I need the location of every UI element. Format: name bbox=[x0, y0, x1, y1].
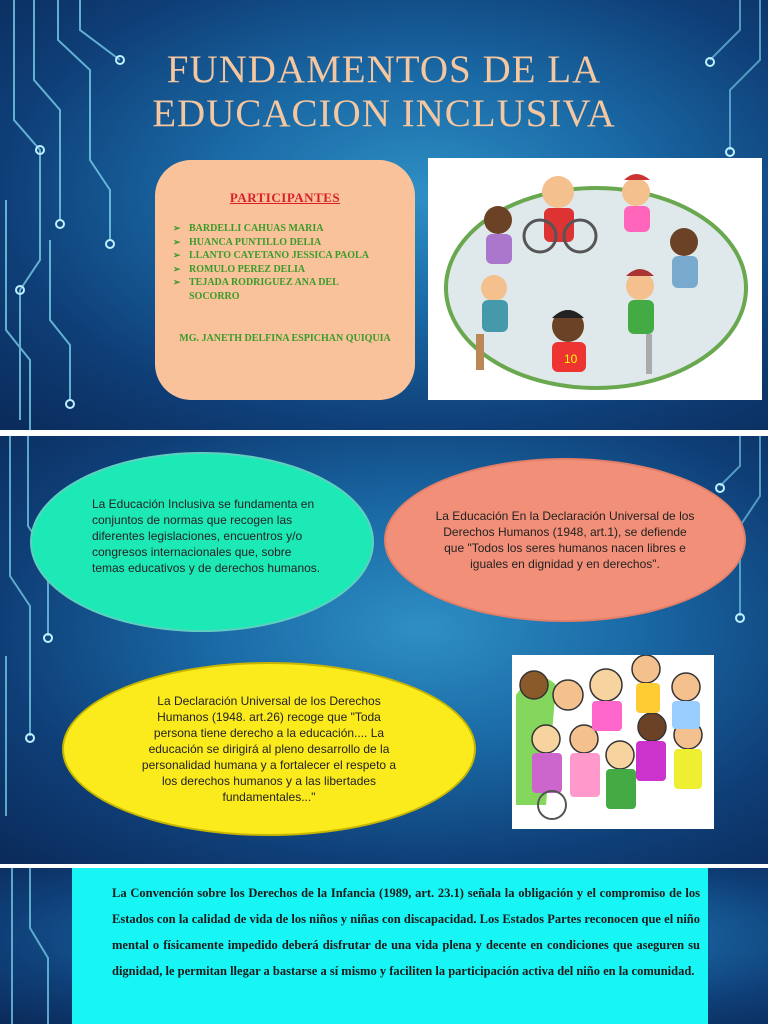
title-line-1: FUNDAMENTOS DE LA bbox=[166, 48, 602, 91]
convention-box bbox=[72, 868, 708, 1024]
participants-heading: PARTICIPANTES bbox=[229, 190, 341, 205]
svg-text:10: 10 bbox=[564, 352, 578, 366]
teacher-name: MG. JANETH DELFINA ESPICHAN QUIQUIA bbox=[179, 333, 391, 344]
participant-item: ➢ BARDELLI CAHUAS MARIA bbox=[173, 222, 389, 236]
foundation-oval bbox=[30, 452, 374, 632]
title-line-2: EDUCACION INCLUSIVA bbox=[152, 92, 616, 135]
declaration-art26-text: La Declaración Universal de los Derechos Humanos (1948. art.26) recoge que "Toda persona tiene derecho a la educación.... La educación se dirigirá al pleno desarrollo de la personalidad humana y a fortalecer el respeto a los derechos humanos y a las libertades fundamentales..." bbox=[141, 694, 397, 804]
convention-text: La Convención sobre los Derechos de la Infancia (1989, art. 23.1) señala la obligación y el compromiso de los Estados con la calidad de vida de los niños y niñas con discapacidad. Los Estados Partes reconocen que el niño mental o físicamente impedido deberá disfrutar de una vida plena y decente en condiciones que aseguren su dignidad, le permitan llegar a bastarse a sí mismo y faciliten la participación activa del niño en la comunidad. bbox=[112, 886, 700, 978]
circuit-decoration-left-3 bbox=[0, 868, 60, 1024]
diverse-children-illustration bbox=[512, 655, 714, 829]
participant-item: ➢ TEJADA RODRIGUEZ ANA DEL SOCORRO bbox=[173, 276, 389, 303]
participant-item: ➢ LLANTO CAYETANO JESSICA PAOLA bbox=[173, 249, 389, 263]
declaration-art1-oval bbox=[384, 458, 746, 622]
foundation-text: La Educación Inclusiva se fundamenta en conjuntos de normas que recogen las diferentes legislaciones, encuentros y/o congresos internacionales que, sobre temas educativos y de derechos humanos. bbox=[92, 497, 321, 575]
declaration-art1-text: La Educación En la Declaración Universal de los Derechos Humanos (1948, art.1), se defiende que "Todos los seres humanos nacen libres e iguales en dignidad y en derechos". bbox=[435, 509, 695, 571]
participants-box bbox=[155, 160, 415, 400]
participants-list bbox=[173, 222, 389, 303]
declaration-art26-oval bbox=[62, 662, 476, 836]
page-title bbox=[0, 48, 768, 136]
participant-item: ➢ HUANCA PUNTILLO DELIA bbox=[173, 236, 389, 250]
children-circle-illustration bbox=[428, 158, 762, 400]
participant-item: ➢ ROMULO PEREZ DELIA bbox=[173, 263, 389, 277]
